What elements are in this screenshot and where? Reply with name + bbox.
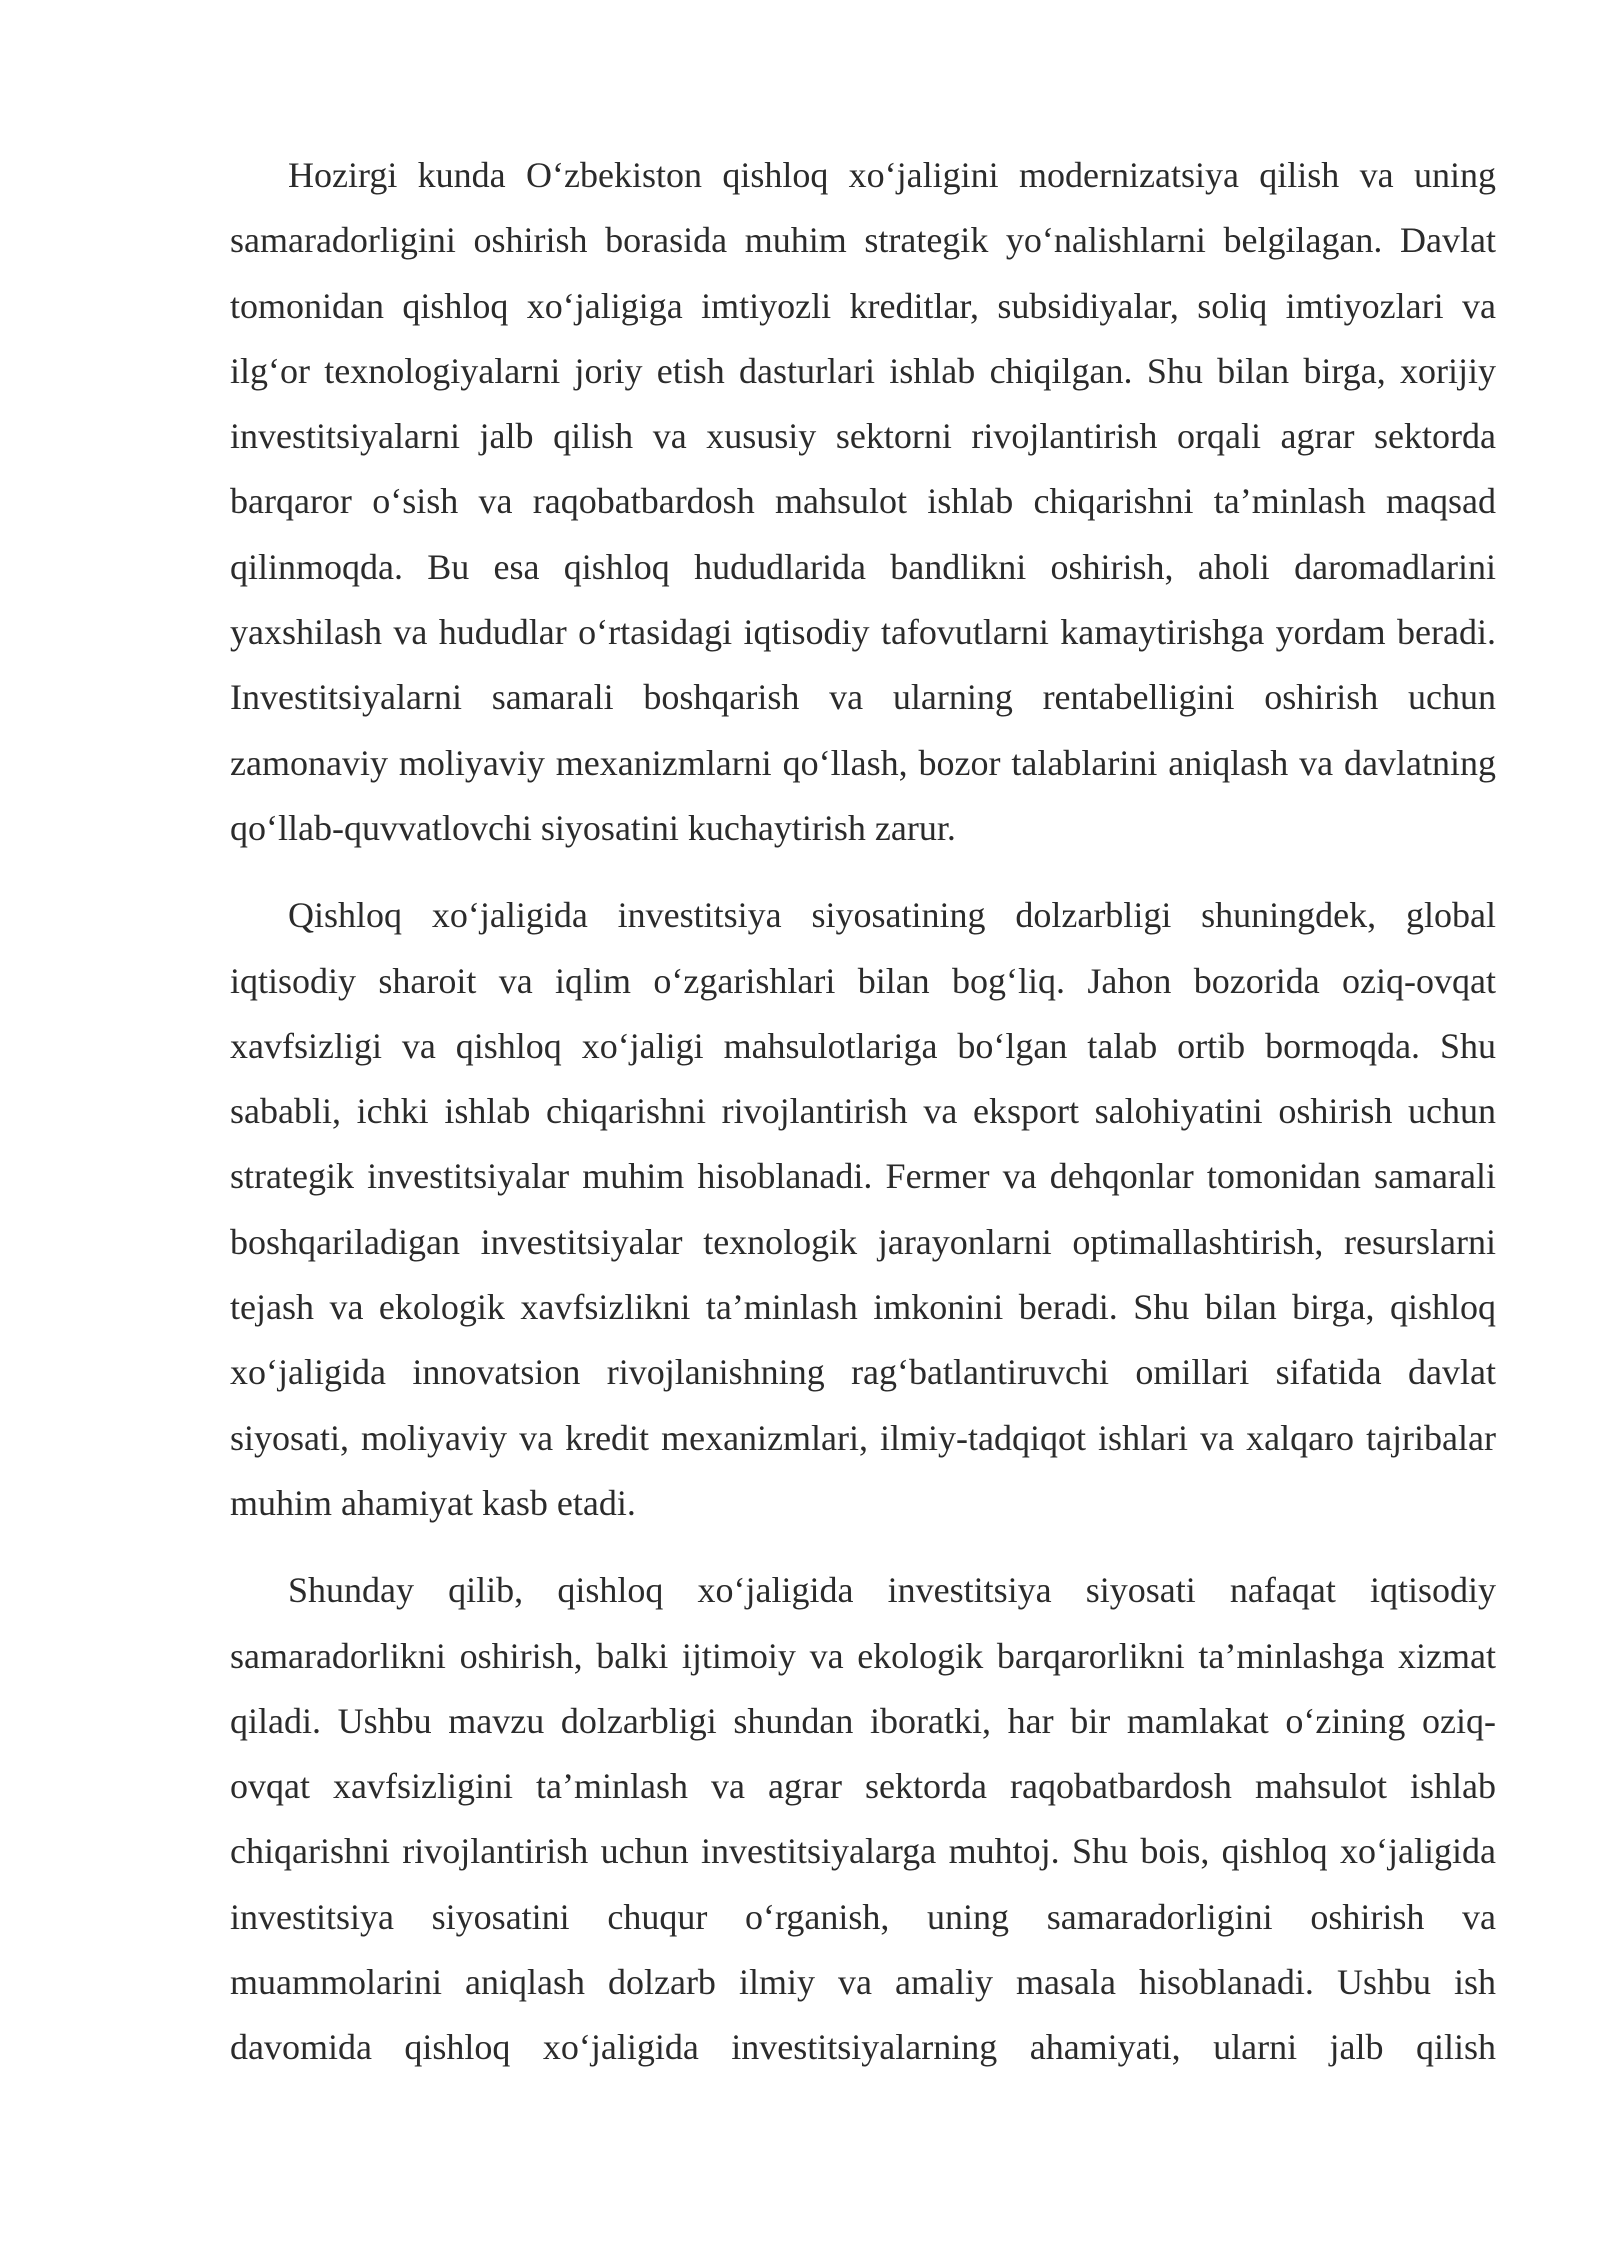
paragraph-1: Hozirgi kunda O‘zbekiston qishloq xo‘jaligini modernizatsiya qilish va uning samaradorligini oshirish borasida muhim strategik yo‘nalishlarni belgilagan. Davlat tomonidan qishloq xo‘jaligiga imtiyozli kreditlar, subsidiyalar, soliq imtiyozlari va ilg‘or texnologiyalarni joriy etish dasturlari ishlab chiqilgan. Shu bilan birga, xorijiy investitsiyalarni jalb qilish va xususiy sektorni rivojlantirish orqali agrar sektorda barqaror o‘sish va raqobatbardosh mahsulot ishlab chiqarishni ta’minlash maqsad qilinmoqda. Bu esa qishloq hududlarida bandlikni oshirish, aholi daromadlarini yaxshilash va hududlar o‘rtasidagi iqtisodiy tafovutlarni kamaytirishga yordam beradi. Investitsiyalarni samarali boshqarish va ularning rentabelligini oshirish uchun zamonaviy moliyaviy mexanizmlarni qo‘llash, bozor talablarini aniqlash va davlatning qo‘llab-quvvatlovchi siyosatini kuchaytirish zarur. — [230, 155, 1496, 848]
paragraph-3: Shunday qilib, qishloq xo‘jaligida investitsiya siyosati nafaqat iqtisodiy samaradorlikni oshirish, balki ijtimoiy va ekologik barqarorlikni ta’minlashga xizmat qiladi. Ushbu mavzu dolzarbligi shundan iboratki, har bir mamlakat o‘zining oziq-ovqat xavfsizligini ta’minlash va agrar sektorda raqobatbardosh mahsulot ishlab chiqarishni rivojlantirish uchun investitsiyalarga muhtoj. Shu bois, qishloq xo‘jaligida investitsiya siyosatini chuqur o‘rganish, uning samaradorligini oshirish va muammolarini aniqlash dolzarb ilmiy va amaliy masala hisoblanadi. Ushbu ish davomida qishloq xo‘jaligida investitsiyalarning ahamiyati, ularni jalb qilish — [230, 1570, 1496, 2068]
paragraph-2: Qishloq xo‘jaligida investitsiya siyosatining dolzarbligi shuningdek, global iqtisodiy sharoit va iqlim o‘zgarishlari bilan bog‘liq. Jahon bozorida oziq-ovqat xavfsizligi va qishloq xo‘jaligi mahsulotlariga bo‘lgan talab ortib bormoqda. Shu sababli, ichki ishlab chiqarishni rivojlantirish va eksport salohiyatini oshirish uchun strategik investitsiyalar muhim hisoblanadi. Fermer va dehqonlar tomonidan samarali boshqariladigan investitsiyalar texnologik jarayonlarni optimallashtirish, resurslarni tejash va ekologik xavfsizlikni ta’minlash imkonini beradi. Shu bilan birga, qishloq xo‘jaligida innovatsion rivojlanishning rag‘batlantiruvchi omillari sifatida davlat siyosati, moliyaviy va kredit mexanizmlari, ilmiy-tadqiqot ishlari va xalqaro tajribalar muhim ahamiyat kasb etadi. — [230, 895, 1496, 1523]
document-body — [230, 143, 1496, 2103]
